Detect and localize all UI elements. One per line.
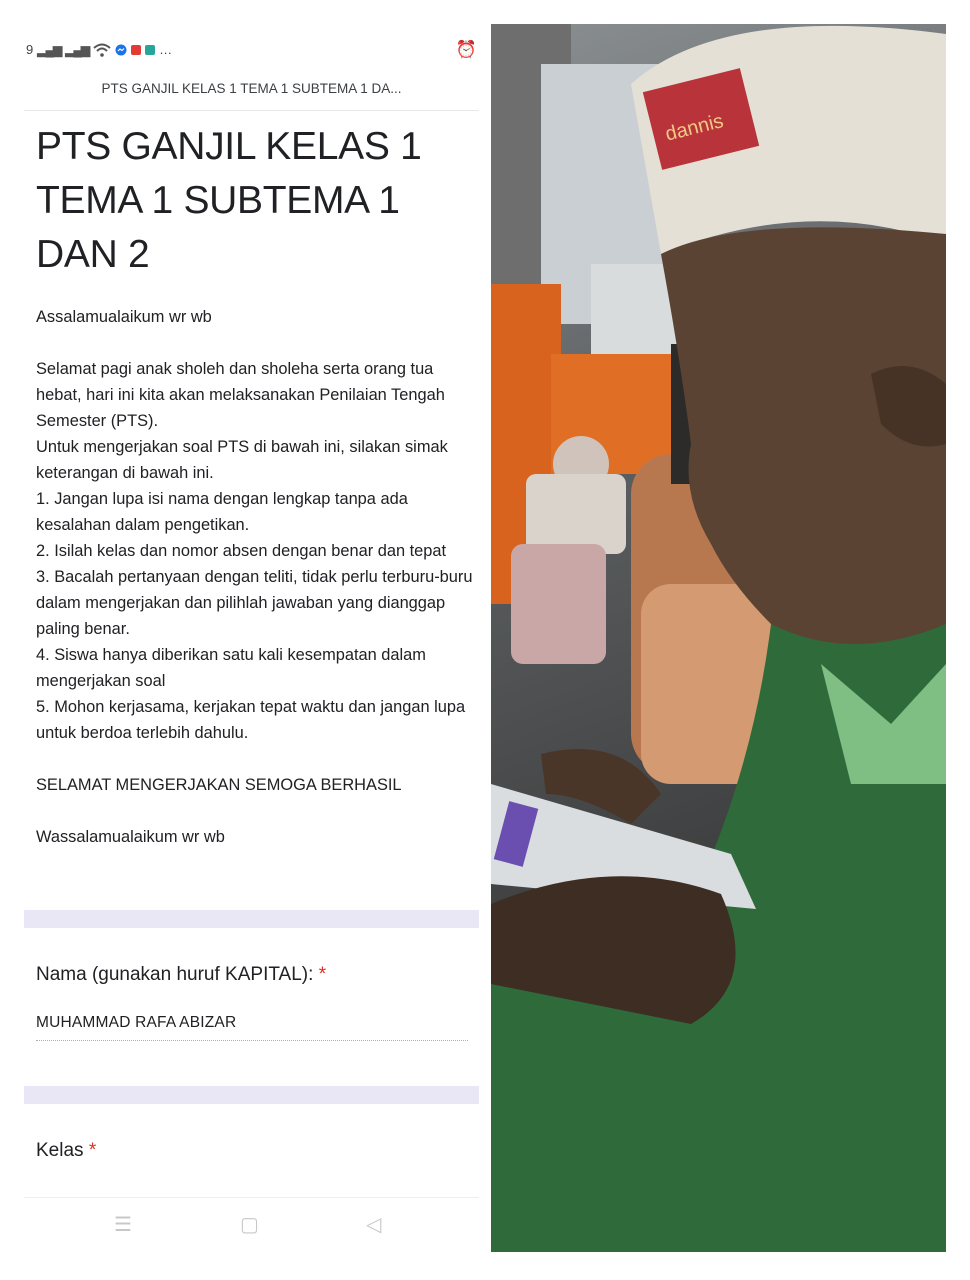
wifi-icon bbox=[93, 43, 111, 57]
app-icon bbox=[145, 45, 155, 55]
question-kelas-text: Kelas bbox=[36, 1140, 84, 1161]
android-nav-bar bbox=[24, 1197, 479, 1254]
cap-logo-text: dannis bbox=[663, 110, 726, 146]
toddler-skirt bbox=[511, 544, 606, 664]
vpn-icon bbox=[131, 45, 141, 55]
alarm-icon: ⏰ bbox=[455, 40, 477, 59]
required-star-2: * bbox=[88, 1140, 97, 1161]
signal-icon-2: ▂▄▆ bbox=[65, 42, 90, 57]
back-icon[interactable]: ◁ bbox=[366, 1214, 382, 1236]
child-photo bbox=[491, 24, 946, 1252]
question-kelas-label bbox=[36, 1140, 96, 1162]
question-nama-label bbox=[36, 964, 326, 986]
question-nama-text: Nama (gunakan huruf KAPITAL): bbox=[36, 964, 314, 985]
phone-screenshot bbox=[24, 24, 479, 1254]
status-left bbox=[26, 42, 172, 57]
home-icon[interactable]: ▢ bbox=[240, 1214, 259, 1236]
nama-input[interactable]: MUHAMMAD RAFA ABIZAR bbox=[36, 1014, 468, 1041]
section-divider bbox=[24, 910, 479, 928]
photo-illustration bbox=[491, 24, 946, 1252]
toddler-shirt bbox=[526, 474, 626, 554]
status-bar bbox=[24, 36, 479, 64]
menu-icon[interactable]: ☰ bbox=[114, 1214, 132, 1236]
section-divider-2 bbox=[24, 1086, 479, 1104]
carrier-number: 9 bbox=[26, 42, 34, 57]
signal-icon: ▂▄▆ bbox=[37, 42, 62, 57]
required-star: * bbox=[318, 964, 327, 985]
page-header-title: PTS GANJIL KELAS 1 TEMA 1 SUBTEMA 1 DA... bbox=[24, 76, 479, 111]
overflow-icon: … bbox=[159, 42, 173, 57]
form-title: PTS GANJIL KELAS 1 TEMA 1 SUBTEMA 1 DAN 2 bbox=[36, 125, 422, 276]
messenger-icon bbox=[115, 44, 127, 56]
form-description: Assalamualaikum wr wb Selamat pagi anak sholeh dan sholeha serta orang tua hebat, hari ini kita akan melaksanakan Penilaian Tengah Semester (PTS). Untuk mengerjakan soal PTS di bawah ini, silakan simak keterangan di bawah ini. 1. Jangan lupa isi nama dengan lengkap tanpa ada kesalahan dalam pengetikan. 2. Isilah kelas dan nomor absen dengan benar dan tepat 3. Bacalah pertanyaan dengan teliti, tidak perlu terburu-buru dalam mengerjakan dan pilihlah jawaban yang dianggap paling benar. 4. Siswa hanya diberikan satu kali kesempatan dalam mengerjakan soal 5. Mohon kerjasama, kerjakan tepat waktu dan jangan lupa untuk berdoa terlebih dahulu. SELAMAT MENGERJAKAN SEMOGA BERHASIL Wassalamualaikum wr wb bbox=[36, 308, 473, 846]
